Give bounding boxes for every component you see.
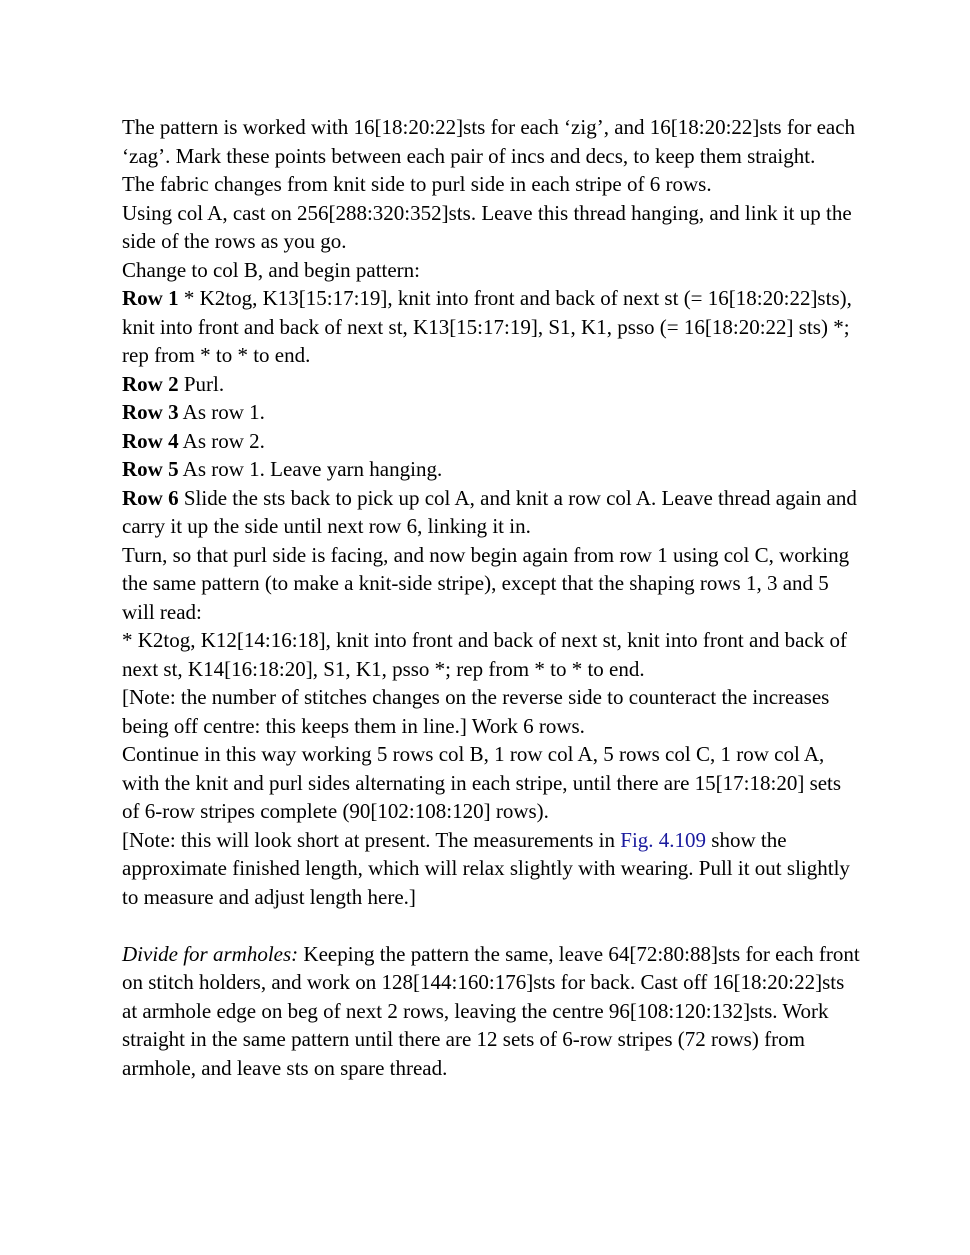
shaping-paragraph: * K2tog, K12[14:16:18], knit into front and back of next st, knit into front and back of next st, K14[16:18:20], S1, K1, psso *; rep from * to * to end. <box>122 628 847 681</box>
armholes-heading: Divide for armholes: <box>122 941 299 966</box>
continue-paragraph: Continue in this way working 5 rows col B, 1 row col A, 5 rows col C, 1 row col A, with the knit and purl sides alternating in each stripe, until there are 15[17:18:20] sets of 6-row stripes complete (90[102:108:120] rows). <box>122 742 842 823</box>
row-4-text: As row 2. <box>178 428 265 453</box>
row-1-text: * K2tog, K13[15:17:19], knit into front and back of next st (= 16[18:20:22]sts), knit into front and back of next st, K13[15:17:19], S1, K1, psso (= 16[18:20:22] sts) *; rep from * to * to end. <box>122 286 852 367</box>
row-3-text: As row 1. <box>178 400 265 424</box>
note-length-before: [Note: this will look short at present. The measurements in <box>122 827 621 852</box>
row-3-label: Row 3 <box>122 400 179 424</box>
row-3-instruction <box>122 398 862 427</box>
row-6-text: Slide the sts back to pick up col A, and knit a row col A. Leave thread again and carry it up the side until next row 6, linking it in. <box>122 485 857 538</box>
intro-paragraph-zigzag: The pattern is worked with 16[18:20:22]sts for each ‘zig’, and 16[18:20:22]sts for each ‘zag’. Mark these points between each pair of incs and decs, to keep them straight. <box>122 115 856 168</box>
intro-paragraph-begin: Change to col B, and begin pattern: <box>122 257 421 282</box>
row-2-label: Row 2 <box>122 371 179 396</box>
row-5-instruction <box>122 455 862 484</box>
turn-paragraph: Turn, so that purl side is facing, and now begin again from row 1 using col C, working the same pattern (to make a knit-side stripe), except that the shaping rows 1, 3 and 5 will read: <box>122 542 850 624</box>
row-6-instruction <box>122 484 862 541</box>
figure-link[interactable]: Fig. 4.109 <box>620 827 707 852</box>
armholes-text: Keeping the pattern the same, leave 64[72:80:88]sts for each front on stitch holders, and work on 128[144:160:176]sts for back. Cast off 16[18:20:22]sts at armhole edge on beg of next 2 rows, leaving the centre 96[108:120:132]sts. Work straight in the same pattern until there are 12 sets of 6-row stripes (72 rows) from armhole, and leave sts on spare thread. <box>122 941 860 1080</box>
row-1-instruction <box>122 284 862 370</box>
row-4-instruction <box>122 427 862 456</box>
row-6-label: Row 6 <box>122 485 179 510</box>
intro-paragraph-cast-on: Using col A, cast on 256[288:320:352]sts. Leave this thread hanging, and link it up the side of the rows as you go. <box>122 200 852 253</box>
row-5-label: Row 5 <box>122 457 179 481</box>
row-2-text: Purl. <box>178 371 225 396</box>
note-paragraph-length <box>122 826 862 912</box>
armholes-paragraph <box>122 940 862 1083</box>
note-length-after: show the approximate finished length, which will relax slightly with wearing. Pull it out slightly to measure and adjust length here.] <box>122 827 850 909</box>
row-1-label: Row 1 <box>122 286 179 310</box>
row-2-instruction <box>122 370 862 399</box>
note-paragraph-stitches: [Note: the number of stitches changes on the reverse side to counteract the increases being off centre: this keeps them in line.] Work 6 rows. <box>122 685 830 738</box>
document-page <box>122 113 862 1082</box>
paragraph-gap <box>122 911 862 940</box>
row-4-label: Row 4 <box>122 428 179 453</box>
intro-paragraph-fabric: The fabric changes from knit side to purl side in each stripe of 6 rows. <box>122 172 712 196</box>
row-5-text: As row 1. Leave yarn hanging. <box>178 457 443 481</box>
